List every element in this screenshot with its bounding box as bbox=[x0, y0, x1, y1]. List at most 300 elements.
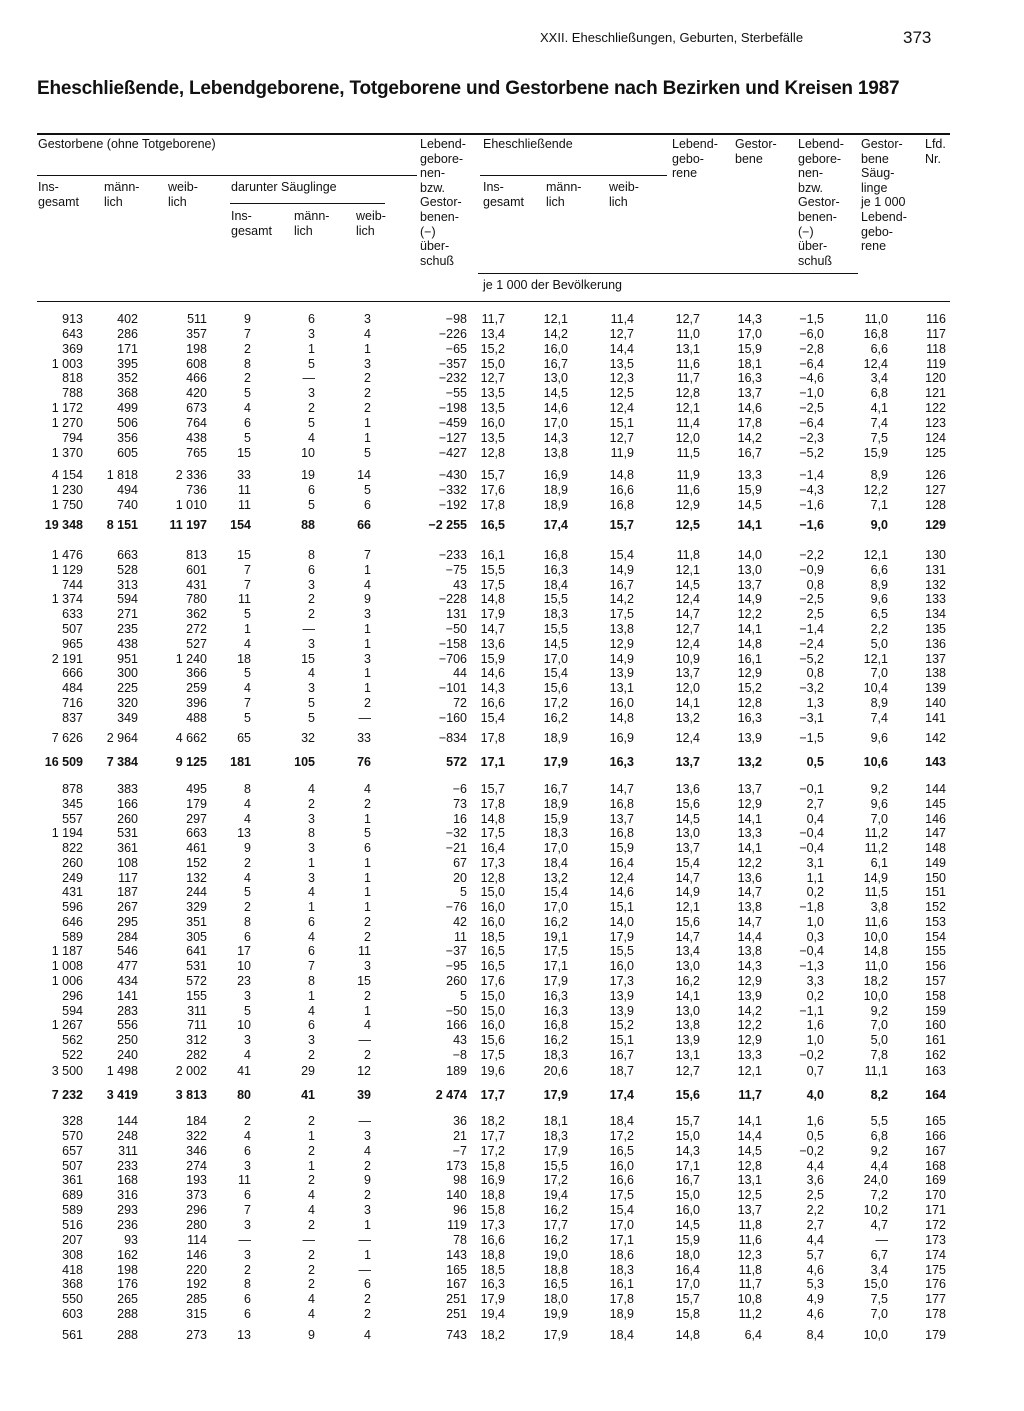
cell-gestorbene-maennlich: 395 bbox=[117, 356, 138, 371]
cell-gestorbene-maennlich: 265 bbox=[117, 1292, 138, 1307]
cell-gestorbene-rate: 11,8 bbox=[738, 1217, 762, 1232]
cell-ueberschuss: −226 bbox=[438, 326, 467, 341]
cell-saeuglinge-weiblich: 4 bbox=[364, 326, 371, 341]
cell-saeuglinge-insgesamt: 13 bbox=[237, 826, 251, 841]
cell-saeuglinge-maennlich: 15 bbox=[301, 651, 315, 666]
table-row bbox=[0, 498, 1024, 513]
cell-ehe-insgesamt: 18,2 bbox=[480, 1114, 505, 1128]
cell-saeuglinge-rate: 10,6 bbox=[863, 755, 888, 769]
cell-ehe-weiblich: 16,0 bbox=[609, 696, 634, 710]
cell-gestorbene-rate: 14,1 bbox=[737, 518, 762, 532]
cell-gestorbene-maennlich: 556 bbox=[117, 1018, 138, 1033]
cell-ueberschuss-rate: −0,4 bbox=[799, 944, 824, 959]
cell-saeuglinge-insgesamt: 11 bbox=[238, 497, 251, 512]
cell-saeuglinge-rate: 11,0 bbox=[864, 312, 888, 326]
cell-gestorbene-rate: 14,3 bbox=[737, 959, 762, 974]
cell-saeuglinge-rate: 7,0 bbox=[870, 1018, 888, 1033]
cell-lfd-nr: 128 bbox=[925, 497, 946, 512]
cell-saeuglinge-insgesamt: 3 bbox=[244, 1247, 251, 1262]
cell-saeuglinge-weiblich: 7 bbox=[364, 548, 371, 562]
cell-gestorbene-weiblich: 438 bbox=[186, 430, 207, 445]
cell-lebendgeborene-rate: 14,5 bbox=[675, 577, 700, 592]
cell-saeuglinge-rate: 8,9 bbox=[870, 468, 888, 482]
cell-ueberschuss-rate: 0,8 bbox=[806, 666, 824, 681]
cell-gestorbene-maennlich: 494 bbox=[117, 482, 138, 497]
cell-ueberschuss: 2 474 bbox=[435, 1088, 467, 1102]
cell-saeuglinge-insgesamt: 5 bbox=[244, 607, 251, 622]
cell-ehe-weiblich: 16,9 bbox=[609, 731, 634, 745]
cell-ehe-weiblich: 16,3 bbox=[609, 755, 634, 769]
cell-lfd-nr: 146 bbox=[925, 811, 946, 826]
cell-saeuglinge-maennlich: 3 bbox=[308, 1033, 315, 1048]
cell-gestorbene-rate: 13,7 bbox=[737, 782, 762, 796]
cell-saeuglinge-weiblich: 33 bbox=[357, 731, 371, 745]
cell-lfd-nr: 149 bbox=[925, 855, 946, 870]
cell-gestorbene-insgesamt: 646 bbox=[62, 914, 83, 929]
cell-ehe-weiblich: 11,4 bbox=[610, 312, 634, 326]
cell-gestorbene-weiblich: 152 bbox=[186, 855, 207, 870]
cell-saeuglinge-rate: 15,9 bbox=[863, 445, 888, 460]
cell-saeuglinge-weiblich: 1 bbox=[364, 885, 371, 900]
cell-ueberschuss-rate: 0,4 bbox=[806, 811, 824, 826]
cell-ehe-insgesamt: 17,2 bbox=[480, 1143, 505, 1158]
cell-ehe-weiblich: 18,7 bbox=[609, 1064, 634, 1078]
cell-ehe-insgesamt: 12,8 bbox=[480, 445, 505, 460]
cell-lfd-nr: 177 bbox=[925, 1292, 946, 1307]
cell-ehe-weiblich: 15,9 bbox=[609, 841, 634, 856]
cell-saeuglinge-insgesamt: 6 bbox=[244, 415, 251, 430]
cell-gestorbene-insgesamt: 1 230 bbox=[51, 482, 83, 497]
cell-saeuglinge-weiblich: 4 bbox=[364, 1018, 371, 1033]
cell-gestorbene-weiblich: 315 bbox=[186, 1307, 207, 1322]
cell-saeuglinge-insgesamt: 6 bbox=[244, 1188, 251, 1203]
cell-saeuglinge-insgesamt: 6 bbox=[244, 1307, 251, 1322]
cell-lebendgeborene-rate: 16,7 bbox=[675, 1173, 700, 1188]
cell-ehe-insgesamt: 15,0 bbox=[480, 1003, 505, 1018]
table-row bbox=[0, 446, 1024, 461]
cell-ehe-maennlich: 15,4 bbox=[543, 666, 568, 681]
cell-ueberschuss-rate: 5,7 bbox=[806, 1247, 824, 1262]
cell-ueberschuss-rate: −3,2 bbox=[799, 681, 824, 696]
cell-saeuglinge-weiblich: 2 bbox=[364, 929, 371, 944]
cell-ueberschuss-rate: −1,5 bbox=[799, 731, 824, 745]
cell-gestorbene-maennlich: 293 bbox=[117, 1203, 138, 1218]
cell-saeuglinge-rate: 10,4 bbox=[863, 681, 888, 696]
cell-lfd-nr: 170 bbox=[925, 1188, 946, 1203]
cell-gestorbene-weiblich: 663 bbox=[186, 826, 207, 841]
cell-saeuglinge-maennlich: 6 bbox=[308, 562, 315, 577]
cell-saeuglinge-weiblich: 3 bbox=[364, 356, 371, 371]
cell-gestorbene-rate: 14,1 bbox=[737, 622, 762, 636]
header-je1000: je 1 000 der Bevölkerung bbox=[483, 278, 622, 292]
cell-saeuglinge-insgesamt: 7 bbox=[244, 562, 251, 577]
cell-ueberschuss: 73 bbox=[453, 796, 467, 811]
cell-saeuglinge-insgesamt: 7 bbox=[244, 696, 251, 710]
cell-ehe-maennlich: 17,1 bbox=[543, 959, 568, 974]
cell-gestorbene-rate: 13,2 bbox=[737, 755, 762, 769]
cell-lfd-nr: 125 bbox=[925, 445, 946, 460]
cell-gestorbene-rate: 12,9 bbox=[737, 974, 762, 988]
cell-gestorbene-insgesamt: 368 bbox=[62, 1277, 83, 1292]
cell-ueberschuss-rate: −0,2 bbox=[799, 1047, 824, 1062]
table-row bbox=[0, 1307, 1024, 1322]
cell-gestorbene-maennlich: 356 bbox=[117, 430, 138, 445]
cell-ueberschuss: 78 bbox=[453, 1232, 467, 1247]
table-row bbox=[0, 1203, 1024, 1218]
cell-ehe-maennlich: 18,4 bbox=[543, 577, 568, 592]
cell-saeuglinge-rate: — bbox=[875, 1232, 888, 1247]
cell-gestorbene-insgesamt: 744 bbox=[62, 577, 83, 592]
cell-gestorbene-insgesamt: 2 191 bbox=[51, 651, 83, 666]
rule-eheschliessende bbox=[480, 175, 667, 176]
cell-lebendgeborene-rate: 16,2 bbox=[675, 974, 700, 988]
cell-ehe-maennlich: 16,3 bbox=[543, 988, 568, 1003]
cell-gestorbene-rate: 12,2 bbox=[737, 855, 762, 870]
table-row bbox=[0, 357, 1024, 372]
cell-ehe-maennlich: 19,4 bbox=[543, 1188, 568, 1203]
cell-ehe-weiblich: 16,7 bbox=[609, 577, 634, 592]
cell-lfd-nr: 139 bbox=[925, 681, 946, 696]
header-ueberschuss: Lebend- gebore- nen- bzw. Gestor- benen- (−) über- schuß bbox=[420, 137, 466, 268]
cell-ehe-maennlich: 15,9 bbox=[543, 811, 568, 826]
cell-gestorbene-insgesamt: 1 172 bbox=[51, 401, 83, 416]
cell-lebendgeborene-rate: 12,1 bbox=[675, 562, 700, 577]
cell-ehe-insgesamt: 15,0 bbox=[480, 988, 505, 1003]
cell-ehe-maennlich: 16,9 bbox=[543, 468, 568, 482]
cell-lfd-nr: 130 bbox=[925, 548, 946, 562]
cell-saeuglinge-maennlich: 3 bbox=[308, 841, 315, 856]
cell-gestorbene-maennlich: 7 384 bbox=[106, 755, 138, 769]
cell-lfd-nr: 172 bbox=[925, 1217, 946, 1232]
cell-ueberschuss-rate: 2,7 bbox=[806, 796, 824, 811]
cell-lfd-nr: 118 bbox=[926, 341, 946, 356]
cell-saeuglinge-rate: 4,1 bbox=[870, 401, 888, 416]
cell-gestorbene-maennlich: 1 818 bbox=[106, 468, 138, 482]
cell-ehe-insgesamt: 12,8 bbox=[480, 870, 505, 885]
cell-gestorbene-insgesamt: 418 bbox=[62, 1262, 83, 1277]
cell-gestorbene-insgesamt: 589 bbox=[62, 929, 83, 944]
cell-ehe-insgesamt: 16,6 bbox=[480, 696, 505, 710]
cell-saeuglinge-maennlich: 3 bbox=[308, 577, 315, 592]
cell-saeuglinge-weiblich: 5 bbox=[364, 482, 371, 497]
cell-ehe-maennlich: 16,0 bbox=[543, 341, 568, 356]
cell-ehe-weiblich: 17,8 bbox=[609, 1292, 634, 1307]
cell-lfd-nr: 178 bbox=[925, 1307, 946, 1322]
cell-lebendgeborene-rate: 13,0 bbox=[675, 1003, 700, 1018]
cell-ehe-weiblich: 15,4 bbox=[609, 1203, 634, 1218]
cell-ueberschuss-rate: −1,0 bbox=[799, 386, 824, 401]
cell-saeuglinge-maennlich: 5 bbox=[308, 415, 315, 430]
cell-ehe-insgesamt: 15,5 bbox=[480, 562, 505, 577]
cell-saeuglinge-weiblich: 2 bbox=[364, 1188, 371, 1203]
cell-lebendgeborene-rate: 18,0 bbox=[675, 1247, 700, 1262]
cell-ueberschuss: −834 bbox=[438, 731, 467, 745]
cell-saeuglinge-insgesamt: 6 bbox=[244, 929, 251, 944]
cell-saeuglinge-maennlich: 4 bbox=[308, 1307, 315, 1322]
cell-saeuglinge-maennlich: 6 bbox=[308, 944, 315, 959]
cell-lfd-nr: 134 bbox=[925, 607, 946, 622]
cell-saeuglinge-maennlich: 3 bbox=[308, 870, 315, 885]
cell-ueberschuss: −50 bbox=[445, 622, 467, 636]
cell-ehe-weiblich: 15,2 bbox=[609, 1018, 634, 1033]
cell-gestorbene-insgesamt: 818 bbox=[62, 371, 83, 386]
cell-ueberschuss: −6 bbox=[452, 782, 467, 796]
cell-saeuglinge-rate: 9,6 bbox=[870, 796, 888, 811]
cell-gestorbene-weiblich: 2 002 bbox=[175, 1064, 207, 1078]
cell-ehe-maennlich: 16,8 bbox=[543, 1018, 568, 1033]
cell-saeuglinge-rate: 10,0 bbox=[863, 988, 888, 1003]
table-row bbox=[0, 885, 1024, 900]
cell-ehe-insgesamt: 16,0 bbox=[480, 415, 505, 430]
cell-saeuglinge-rate: 12,2 bbox=[863, 482, 888, 497]
cell-lebendgeborene-rate: 13,7 bbox=[675, 841, 700, 856]
cell-gestorbene-rate: 13,0 bbox=[737, 562, 762, 577]
table-row bbox=[0, 681, 1024, 696]
cell-saeuglinge-maennlich: 1 bbox=[308, 855, 315, 870]
cell-lebendgeborene-rate: 12,4 bbox=[675, 636, 700, 651]
cell-ehe-weiblich: 18,6 bbox=[609, 1247, 634, 1262]
table-row bbox=[0, 371, 1024, 386]
cell-gestorbene-weiblich: 296 bbox=[186, 1203, 207, 1218]
cell-saeuglinge-insgesamt: 33 bbox=[237, 468, 251, 482]
cell-saeuglinge-weiblich: 1 bbox=[364, 430, 371, 445]
cell-saeuglinge-rate: 11,1 bbox=[864, 1064, 888, 1078]
cell-gestorbene-maennlich: 311 bbox=[118, 1143, 138, 1158]
cell-saeuglinge-maennlich: 4 bbox=[308, 430, 315, 445]
cell-gestorbene-rate: 12,5 bbox=[737, 1188, 762, 1203]
cell-saeuglinge-maennlich: 19 bbox=[301, 468, 315, 482]
cell-gestorbene-weiblich: 780 bbox=[186, 592, 207, 607]
cell-gestorbene-insgesamt: 596 bbox=[62, 900, 83, 915]
cell-lebendgeborene-rate: 15,4 bbox=[675, 855, 700, 870]
table-row bbox=[0, 930, 1024, 945]
cell-saeuglinge-rate: 7,4 bbox=[870, 710, 888, 725]
cell-saeuglinge-weiblich: 66 bbox=[357, 518, 371, 532]
cell-lebendgeborene-rate: 13,0 bbox=[675, 959, 700, 974]
cell-gestorbene-insgesamt: 3 500 bbox=[51, 1064, 83, 1078]
cell-ueberschuss: 189 bbox=[446, 1064, 467, 1078]
cell-gestorbene-maennlich: 528 bbox=[117, 562, 138, 577]
table-row bbox=[0, 607, 1024, 622]
cell-gestorbene-maennlich: 402 bbox=[117, 312, 138, 326]
cell-gestorbene-maennlich: 187 bbox=[117, 885, 138, 900]
cell-saeuglinge-rate: 7,0 bbox=[870, 666, 888, 681]
header-maennlich: männ- lich bbox=[104, 180, 140, 209]
cell-ueberschuss: 260 bbox=[446, 974, 467, 988]
cell-saeuglinge-weiblich: 1 bbox=[364, 855, 371, 870]
cell-ehe-insgesamt: 17,7 bbox=[480, 1128, 505, 1143]
cell-lebendgeborene-rate: 16,0 bbox=[675, 1203, 700, 1218]
cell-lebendgeborene-rate: 14,7 bbox=[675, 870, 700, 885]
cell-ehe-maennlich: 19,0 bbox=[543, 1247, 568, 1262]
cell-ehe-maennlich: 18,9 bbox=[543, 482, 568, 497]
cell-ueberschuss-rate: −3,1 bbox=[799, 710, 824, 725]
cell-ehe-insgesamt: 17,5 bbox=[480, 577, 505, 592]
cell-gestorbene-weiblich: 4 662 bbox=[175, 731, 207, 745]
cell-gestorbene-maennlich: 233 bbox=[117, 1158, 138, 1173]
cell-saeuglinge-maennlich: 3 bbox=[308, 386, 315, 401]
cell-lebendgeborene-rate: 16,4 bbox=[675, 1262, 700, 1277]
table-row bbox=[0, 1159, 1024, 1174]
page-number: 373 bbox=[903, 28, 932, 47]
cell-gestorbene-weiblich: 11 197 bbox=[169, 518, 207, 532]
cell-lfd-nr: 136 bbox=[925, 636, 946, 651]
cell-ehe-insgesamt: 17,6 bbox=[480, 974, 505, 988]
table-row bbox=[0, 622, 1024, 637]
cell-ehe-insgesamt: 17,5 bbox=[480, 826, 505, 841]
cell-ueberschuss: −50 bbox=[445, 1003, 467, 1018]
cell-saeuglinge-rate: 7,1 bbox=[870, 497, 888, 512]
cell-lebendgeborene-rate: 11,7 bbox=[676, 371, 700, 386]
cell-lfd-nr: 123 bbox=[925, 415, 946, 430]
cell-saeuglinge-weiblich: 3 bbox=[364, 607, 371, 622]
cell-saeuglinge-maennlich: 8 bbox=[308, 826, 315, 841]
cell-ueberschuss: 167 bbox=[446, 1277, 467, 1292]
cell-gestorbene-maennlich: 951 bbox=[117, 651, 138, 666]
cell-gestorbene-weiblich: 311 bbox=[187, 1003, 207, 1018]
cell-lebendgeborene-rate: 11,6 bbox=[676, 356, 700, 371]
cell-ehe-maennlich: 18,3 bbox=[543, 826, 568, 841]
cell-saeuglinge-insgesamt: 11 bbox=[238, 1173, 251, 1188]
cell-ehe-maennlich: 13,8 bbox=[543, 445, 568, 460]
cell-saeuglinge-insgesamt: 8 bbox=[244, 1277, 251, 1292]
cell-gestorbene-rate: 13,7 bbox=[737, 386, 762, 401]
header-ueberschuss-rate: Lebend- gebore- nen- bzw. Gestor- benen- (−) über- schuß bbox=[798, 137, 844, 268]
cell-saeuglinge-weiblich: 2 bbox=[364, 371, 371, 386]
cell-lfd-nr: 171 bbox=[925, 1203, 946, 1218]
cell-ehe-insgesamt: 18,2 bbox=[480, 1328, 505, 1342]
cell-gestorbene-rate: 11,6 bbox=[738, 1232, 762, 1247]
rule-gestorbene bbox=[37, 175, 417, 176]
cell-gestorbene-maennlich: 605 bbox=[117, 445, 138, 460]
cell-gestorbene-rate: 12,9 bbox=[737, 1033, 762, 1048]
cell-ehe-maennlich: 14,3 bbox=[543, 430, 568, 445]
cell-lebendgeborene-rate: 14,5 bbox=[675, 811, 700, 826]
cell-lebendgeborene-rate: 13,9 bbox=[675, 1033, 700, 1048]
cell-saeuglinge-maennlich: 4 bbox=[308, 666, 315, 681]
cell-gestorbene-weiblich: 641 bbox=[186, 944, 207, 959]
cell-ehe-maennlich: 16,3 bbox=[543, 562, 568, 577]
cell-saeuglinge-rate: 10,2 bbox=[863, 1203, 888, 1218]
cell-ehe-weiblich: 17,1 bbox=[609, 1232, 634, 1247]
cell-ueberschuss: 143 bbox=[446, 1247, 467, 1262]
cell-saeuglinge-insgesamt: 41 bbox=[237, 1064, 251, 1078]
cell-ueberschuss: −37 bbox=[445, 944, 467, 959]
cell-ehe-maennlich: 14,5 bbox=[543, 386, 568, 401]
cell-gestorbene-insgesamt: 308 bbox=[62, 1247, 83, 1262]
cell-ueberschuss-rate: 1,0 bbox=[806, 1033, 824, 1048]
cell-ehe-insgesamt: 16,0 bbox=[480, 914, 505, 929]
cell-ueberschuss: −332 bbox=[438, 482, 467, 497]
header-lfd-nr: Lfd. Nr. bbox=[925, 137, 946, 166]
cell-ehe-insgesamt: 16,5 bbox=[480, 518, 505, 532]
cell-ehe-insgesamt: 14,3 bbox=[480, 681, 505, 696]
cell-saeuglinge-rate: 9,6 bbox=[870, 592, 888, 607]
cell-ehe-insgesamt: 16,6 bbox=[480, 1232, 505, 1247]
cell-saeuglinge-weiblich: 9 bbox=[364, 1173, 371, 1188]
cell-ehe-maennlich: 16,5 bbox=[543, 1277, 568, 1292]
cell-lebendgeborene-rate: 12,7 bbox=[675, 312, 700, 326]
cell-gestorbene-insgesamt: 657 bbox=[62, 1143, 83, 1158]
cell-ueberschuss: 119 bbox=[447, 1217, 467, 1232]
cell-ehe-weiblich: 14,9 bbox=[609, 651, 634, 666]
cell-gestorbene-maennlich: 368 bbox=[117, 386, 138, 401]
cell-lebendgeborene-rate: 13,7 bbox=[675, 666, 700, 681]
cell-saeuglinge-maennlich: 3 bbox=[308, 636, 315, 651]
cell-saeuglinge-insgesamt: 8 bbox=[244, 914, 251, 929]
cell-lfd-nr: 132 bbox=[925, 577, 946, 592]
cell-saeuglinge-maennlich: 4 bbox=[308, 1188, 315, 1203]
cell-saeuglinge-weiblich: 76 bbox=[357, 755, 371, 769]
cell-gestorbene-weiblich: 155 bbox=[186, 988, 207, 1003]
cell-ueberschuss: 131 bbox=[446, 607, 467, 622]
cell-lebendgeborene-rate: 14,1 bbox=[675, 988, 700, 1003]
cell-lebendgeborene-rate: 13,6 bbox=[675, 782, 700, 796]
cell-gestorbene-insgesamt: 603 bbox=[62, 1307, 83, 1322]
cell-ehe-weiblich: 16,6 bbox=[609, 1173, 634, 1188]
cell-ehe-maennlich: 15,5 bbox=[543, 592, 568, 607]
cell-saeuglinge-insgesamt: 65 bbox=[237, 731, 251, 745]
cell-saeuglinge-maennlich: 1 bbox=[308, 1128, 315, 1143]
cell-ehe-weiblich: 17,5 bbox=[609, 1188, 634, 1203]
cell-saeuglinge-weiblich: 2 bbox=[364, 401, 371, 416]
cell-ehe-weiblich: 14,8 bbox=[609, 468, 634, 482]
cell-ehe-insgesamt: 16,0 bbox=[480, 900, 505, 915]
cell-lebendgeborene-rate: 11,0 bbox=[676, 326, 700, 341]
cell-saeuglinge-weiblich: 6 bbox=[364, 1277, 371, 1292]
cell-gestorbene-weiblich: 132 bbox=[186, 870, 207, 885]
cell-ueberschuss-rate: −6,0 bbox=[799, 326, 824, 341]
cell-ehe-weiblich: 17,3 bbox=[609, 974, 634, 988]
cell-lebendgeborene-rate: 13,7 bbox=[675, 755, 700, 769]
cell-gestorbene-weiblich: 765 bbox=[186, 445, 207, 460]
cell-gestorbene-weiblich: 329 bbox=[186, 900, 207, 915]
cell-lebendgeborene-rate: 15,9 bbox=[675, 1232, 700, 1247]
cell-ueberschuss-rate: −4,6 bbox=[799, 371, 824, 386]
cell-lebendgeborene-rate: 14,3 bbox=[675, 1143, 700, 1158]
cell-ehe-insgesamt: 16,1 bbox=[480, 548, 505, 562]
cell-ehe-maennlich: 18,0 bbox=[543, 1292, 568, 1307]
cell-saeuglinge-maennlich: 2 bbox=[308, 607, 315, 622]
cell-ehe-maennlich: 17,9 bbox=[543, 755, 568, 769]
cell-gestorbene-maennlich: 1 498 bbox=[106, 1064, 138, 1078]
cell-ehe-maennlich: 16,7 bbox=[543, 782, 568, 796]
table-row bbox=[0, 342, 1024, 357]
cell-gestorbene-maennlich: 93 bbox=[124, 1232, 138, 1247]
cell-saeuglinge-maennlich: 2 bbox=[308, 1217, 315, 1232]
cell-ueberschuss-rate: 0,5 bbox=[806, 755, 824, 769]
cell-ehe-insgesamt: 12,7 bbox=[480, 371, 505, 386]
table-row bbox=[0, 548, 1024, 563]
cell-lfd-nr: 117 bbox=[926, 326, 946, 341]
cell-ueberschuss-rate: −1,3 bbox=[799, 959, 824, 974]
cell-ehe-maennlich: 19,1 bbox=[543, 929, 568, 944]
cell-saeuglinge-weiblich: 5 bbox=[364, 445, 371, 460]
cell-ehe-insgesamt: 15,4 bbox=[480, 710, 505, 725]
cell-gestorbene-rate: 14,1 bbox=[737, 841, 762, 856]
cell-lfd-nr: 144 bbox=[925, 782, 946, 796]
cell-saeuglinge-rate: 24,0 bbox=[863, 1173, 888, 1188]
cell-gestorbene-weiblich: 431 bbox=[186, 577, 207, 592]
cell-gestorbene-maennlich: 162 bbox=[117, 1247, 138, 1262]
cell-ehe-insgesamt: 16,3 bbox=[480, 1277, 505, 1292]
table-row bbox=[0, 1114, 1024, 1129]
cell-ueberschuss: −95 bbox=[445, 959, 467, 974]
cell-ehe-insgesamt: 16,9 bbox=[480, 1173, 505, 1188]
cell-saeuglinge-maennlich: 32 bbox=[301, 731, 315, 745]
cell-gestorbene-weiblich: 114 bbox=[187, 1232, 207, 1247]
table-row bbox=[0, 989, 1024, 1004]
